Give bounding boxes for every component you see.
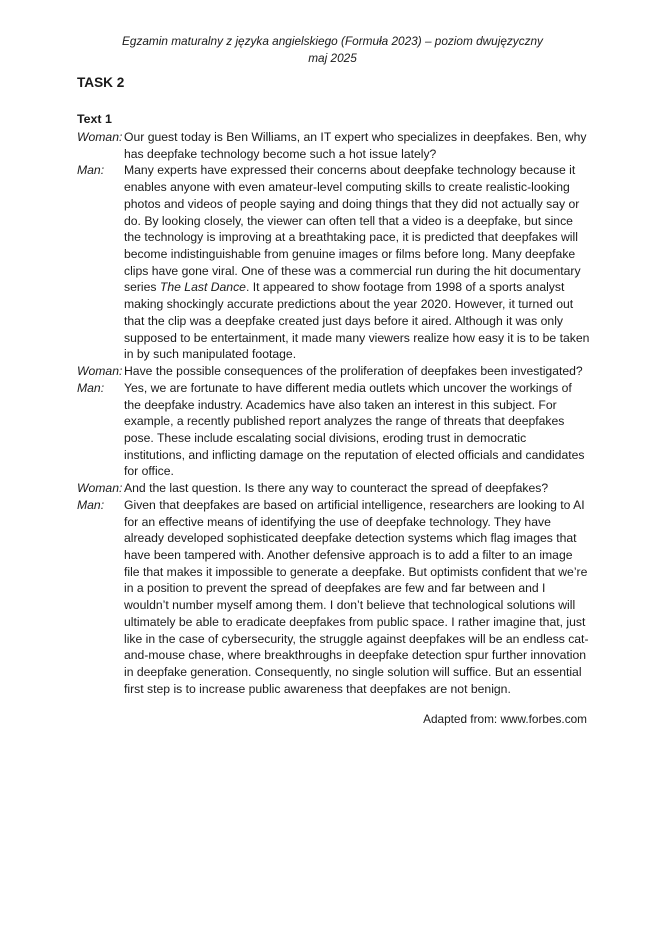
exam-header-line1: Egzamin maturalny z języka angielskiego (Formuła 2023) – poziom dwujęzyczny	[122, 34, 543, 48]
task-title: TASK 2	[77, 75, 125, 90]
exam-header	[77, 33, 588, 67]
speaker-label: Woman:	[77, 130, 123, 144]
turn-text: Our guest today is Ben Williams, an IT expert who specializes in deepfakes. Ben, why has deepfake technology become such a hot issue lately?	[124, 130, 587, 161]
section-label: Text 1	[77, 112, 112, 126]
dialogue-turn	[77, 363, 590, 380]
turn-text: Given that deepfakes are based on artificial intelligence, researchers are looking to AI for an effective means of identifying the use of deepfake technology. They have already developed sophisticated deepfake detection systems which flag images that have been tampered with. Another defensive approach is to add a filter to an image file that makes it impossible to generate a deepfake. But optimists confident that we’re in a position to prevent the spread of deepfakes are few and far between and I wouldn’t number myself among them. I don’t believe that technological solutions will ultimately be able to eradicate deepfakes from public space. I rather imagine that, just like in the case of cybersecurity, the struggle against deepfakes will be an endless cat-and-mouse chase, where breakthroughs in deepfake detection spur further innovation in deepfake generation. Consequently, no single solution will suffice. But an essential first step is to increase public awareness that deepfakes are not benign.	[124, 497, 589, 696]
exam-header-line2: maj 2025	[308, 51, 357, 65]
turn-text: Have the possible consequences of the proliferation of deepfakes been investigated?	[124, 364, 583, 379]
dialogue-turn	[77, 129, 590, 162]
turn-text: Many experts have expressed their concerns about deepfake technology because it enables anyone with even amateur-level computing skills to create realistic-looking photos and videos of people saying and doing things that they did not actually say or do. By looking closely, the viewer can often tell that a video is a deepfake, but since the technology is improving at a breathtaking pace, it is predicted that deepfakes will become indistinguishable from genuine images or films before long. Many deepfake clips have gone viral. One of these was a commercial run during the hit documentary series The Last Dance. It appeared to show footage from 1998 of a sports analyst making shockingly accurate predictions about the year 2020. However, it turned out that the clip was a deepfake created just days before it aired. Although it was only supposed to be entertainment, it made many viewers realize how easy it is to be taken in by such manipulated footage.	[124, 163, 590, 362]
source-note: Adapted from: www.forbes.com	[423, 712, 587, 726]
speaker-label: Man:	[77, 497, 105, 512]
dialogue-turn	[77, 480, 590, 497]
dialogue-turn	[77, 380, 590, 480]
dialogue-turn	[77, 162, 590, 363]
turn-text: And the last question. Is there any way to counteract the spread of deepfakes?	[124, 481, 549, 496]
transcript	[77, 129, 590, 697]
speaker-label: Woman:	[77, 481, 123, 496]
speaker-label: Man:	[77, 380, 105, 395]
speaker-label: Man:	[77, 163, 105, 178]
dialogue-turn	[77, 497, 590, 698]
turn-text: Yes, we are fortunate to have different media outlets which uncover the workings of the deepfake industry. Academics have also taken an interest in this subject. For example, a recently published report analyzes the range of threats that deepfakes pose. These include escalating social divisions, eroding trust in democratic institutions, and inflicting damage on the reputation of elected officials and candidates for office.	[124, 380, 585, 479]
speaker-label: Woman:	[77, 364, 123, 379]
